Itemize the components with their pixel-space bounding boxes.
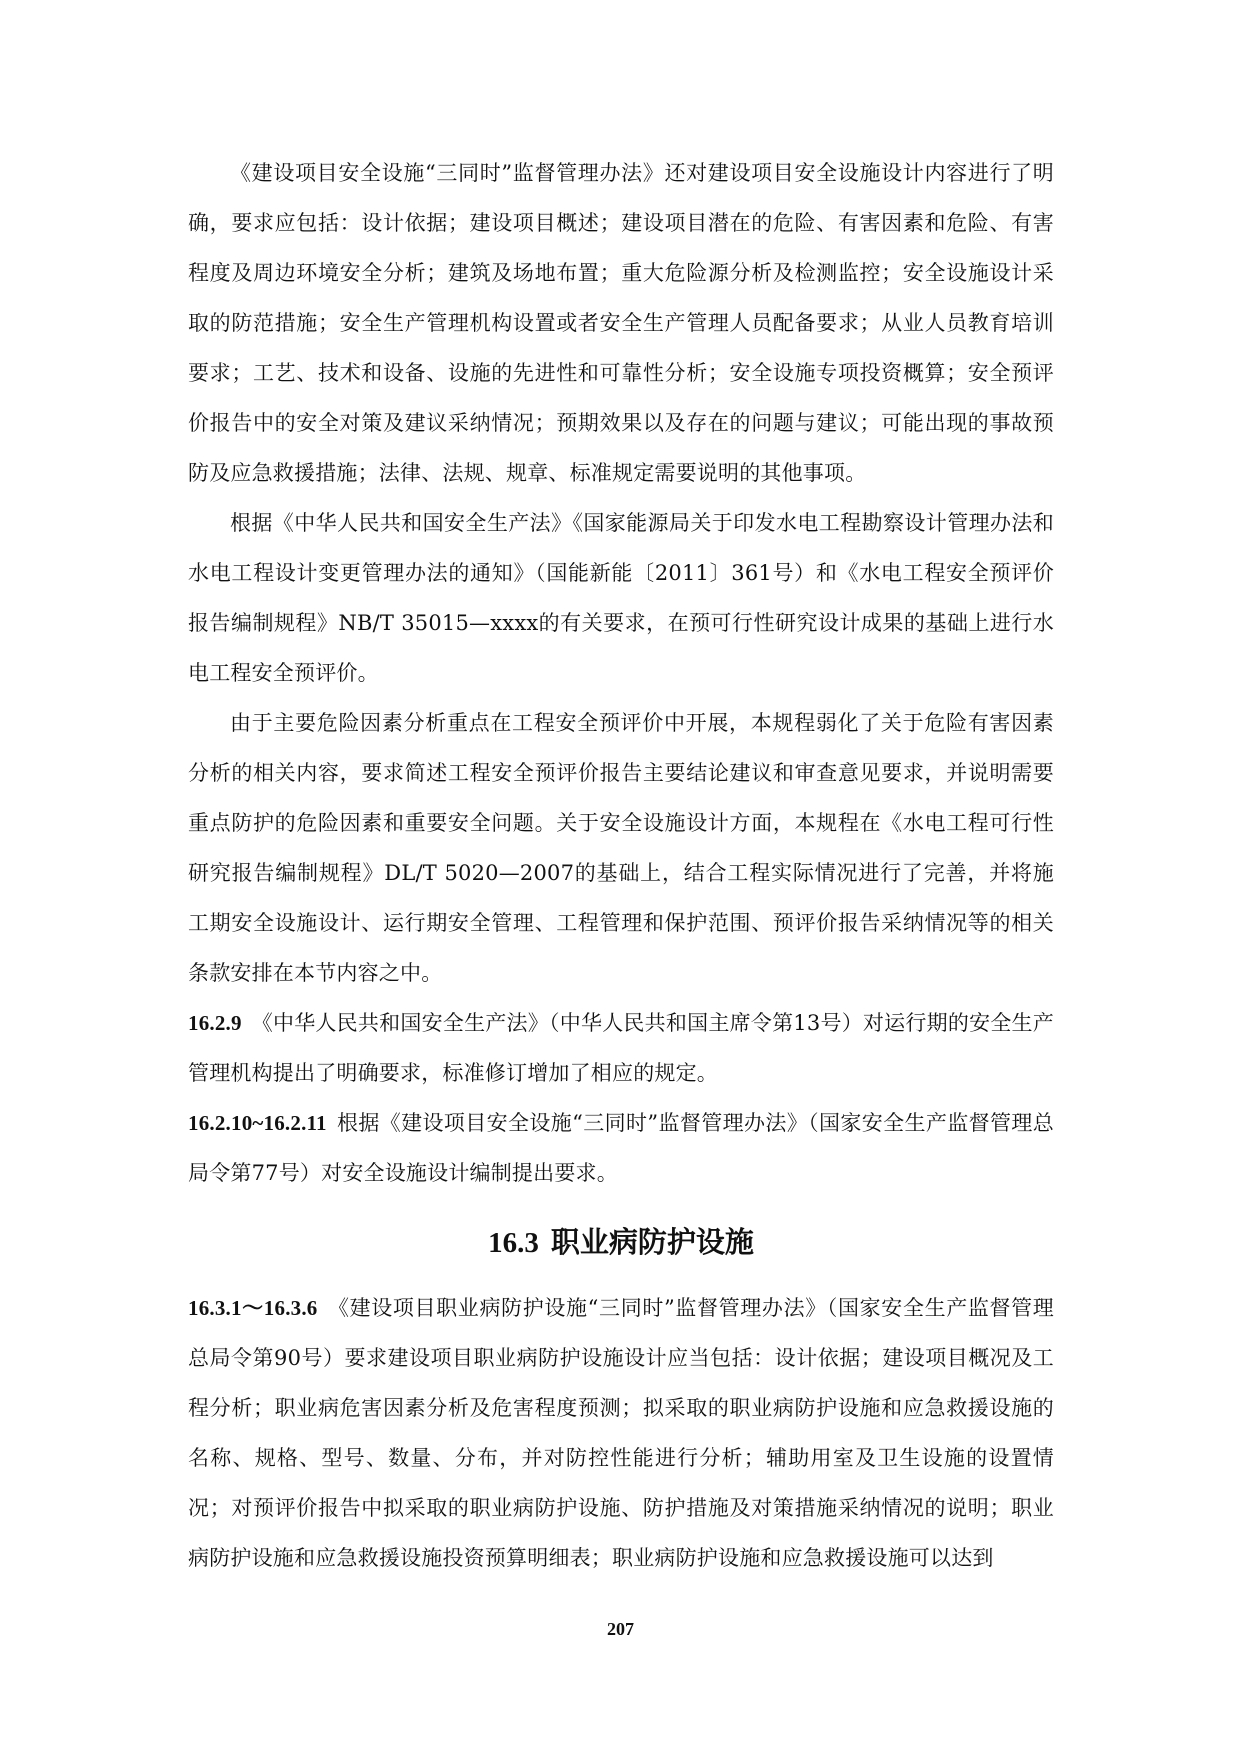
- paragraph-risk-analysis-note: 由于主要危险因素分析重点在工程安全预评价中开展，本规程弱化了关于危险有害因素分析的相关内容，要求简述工程安全预评价报告主要结论建议和审查意见要求，并说明需要重点防护的危险因素和重要安全问题。关于安全设施设计方面，本规程在《水电工程可行性研究报告编制规程》DL/T 5020—2007的基础上，结合工程实际情况进行了完善，并将施工期安全设施设计、运行期安全管理、工程管理和保护范围、预评价报告采纳情况等的相关条款安排在本节内容之中。: [188, 711, 1054, 985]
- clause-number: 16.3.1～16.3.6: [188, 1296, 318, 1320]
- document-body: [188, 148, 1054, 1583]
- page-number: 207: [607, 1619, 634, 1639]
- clause-16-2-10-11: [188, 1098, 1054, 1198]
- clause-text: 根据《建设项目安全设施“三同时”监督管理办法》（国家安全生产监督管理总局令第77号）对安全设施设计编制提出要求。: [188, 1111, 1054, 1185]
- clause-16-3-1-6: [188, 1283, 1054, 1583]
- paragraph-pre-evaluation-basis: 根据《中华人民共和国安全生产法》《国家能源局关于印发水电工程勘察设计管理办法和水电工程设计变更管理办法的通知》（国能新能〔2011〕361号）和《水电工程安全预评价报告编制规程》NB/T 35015—xxxx的有关要求，在预可行性研究设计成果的基础上进行水电工程安全预评价。: [188, 511, 1054, 685]
- section-title: 职业病防护设施: [550, 1225, 754, 1259]
- paragraph-safety-design-contents: 《建设项目安全设施“三同时”监督管理办法》还对建设项目安全设施设计内容进行了明确，要求应包括：设计依据；建设项目概述；建设项目潜在的危险、有害因素和危险、有害程度及周边环境安全分析；建筑及场地布置；重大危险源分析及检测监控；安全设施设计采取的防范措施；安全生产管理机构设置或者安全生产管理人员配备要求；从业人员教育培训要求；工艺、技术和设备、设施的先进性和可靠性分析；安全设施专项投资概算；安全预评价报告中的安全对策及建议采纳情况；预期效果以及存在的问题与建议；可能出现的事故预防及应急救援措施；法律、法规、规章、标准规定需要说明的其他事项。: [188, 161, 1054, 485]
- clause-16-2-9: [188, 998, 1054, 1098]
- section-number: 16.3: [488, 1227, 539, 1259]
- clause-number: 16.2.9: [188, 1011, 242, 1035]
- clause-text: 《建设项目职业病防护设施“三同时”监督管理办法》（国家安全生产监督管理总局令第90号）要求建设项目职业病防护设施设计应当包括：设计依据；建设项目概况及工程分析；职业病危害因素分析及危害程度预测；拟采取的职业病防护设施和应急救援设施的名称、规格、型号、数量、分布，并对防控性能进行分析；辅助用室及卫生设施的设置情况；对预评价报告中拟采取的职业病防护设施、防护措施及对策措施采纳情况的说明；职业病防护设施和应急救援设施投资预算明细表；职业病防护设施和应急救援设施可以达到: [188, 1296, 1055, 1570]
- section-heading: [188, 1216, 1054, 1269]
- clause-text: 《中华人民共和国安全生产法》（中华人民共和国主席令第13号）对运行期的安全生产管理机构提出了明确要求，标准修订增加了相应的规定。: [188, 1011, 1054, 1085]
- clause-number: 16.2.10~16.2.11: [188, 1111, 327, 1135]
